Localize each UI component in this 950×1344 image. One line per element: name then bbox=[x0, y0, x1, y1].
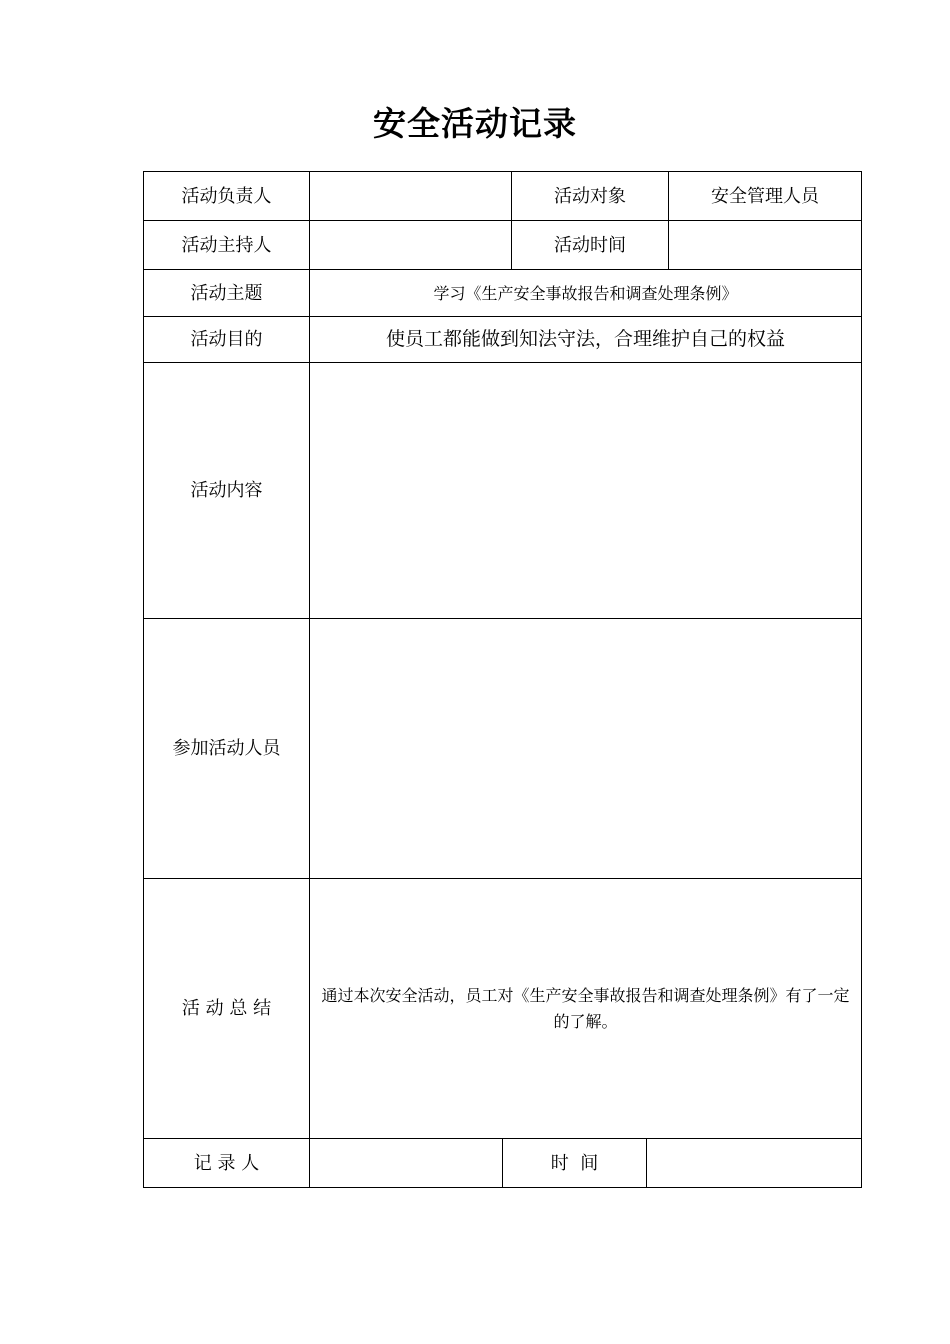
content-label: 活动内容 bbox=[190, 480, 263, 501]
table-border-line bbox=[861, 171, 862, 1188]
purpose-field[interactable]: 使员工都能做到知法守法，合理维护自己的权益 bbox=[385, 328, 785, 350]
time-field[interactable] bbox=[669, 221, 861, 269]
record-time-field[interactable] bbox=[647, 1139, 861, 1187]
purpose-label: 活动目的 bbox=[190, 329, 263, 350]
recorder-field[interactable] bbox=[310, 1139, 502, 1187]
theme-field[interactable]: 学习《生产安全事故报告和调查处理条例》 bbox=[433, 283, 738, 303]
summary-label: 活 动 总 结 bbox=[181, 998, 272, 1019]
host-label: 活动主持人 bbox=[181, 234, 272, 256]
leader-label: 活动负责人 bbox=[181, 185, 272, 207]
target-field[interactable]: 安全管理人员 bbox=[711, 185, 819, 207]
participants-field[interactable] bbox=[310, 619, 861, 878]
host-field[interactable] bbox=[310, 221, 511, 269]
time-label: 活动时间 bbox=[554, 234, 626, 256]
theme-label: 活动主题 bbox=[190, 282, 263, 304]
participants-label: 参加活动人员 bbox=[172, 738, 281, 759]
leader-field[interactable] bbox=[310, 172, 511, 220]
record-time-label: 时 间 bbox=[550, 1152, 599, 1174]
recorder-label: 记 录 人 bbox=[193, 1152, 260, 1174]
target-label: 活动对象 bbox=[554, 185, 626, 207]
summary-field[interactable]: 通过本次安全活动，员工对《生产安全事故报告和调查处理条例》有了一定的了解。 bbox=[321, 985, 850, 1031]
document-title: 安全活动记录 bbox=[373, 104, 577, 143]
content-field[interactable] bbox=[310, 363, 861, 618]
